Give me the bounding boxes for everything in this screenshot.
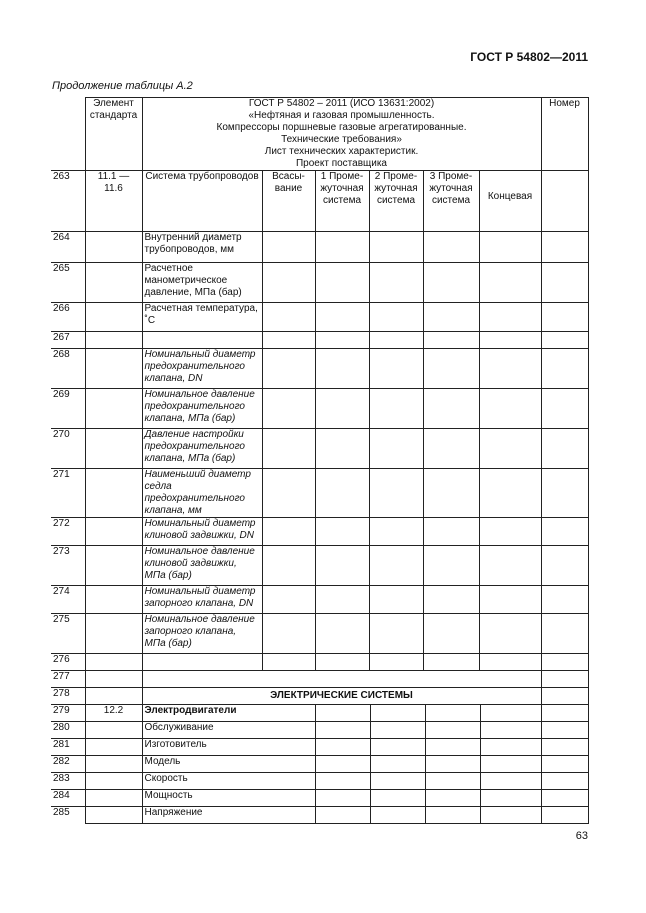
value-cell [481,773,539,789]
section-heading: ЭЛЕКТРИЧЕСКИЕ СИСТЕМЫ [142,688,541,705]
element-ref [85,790,142,807]
number-cell [541,332,588,349]
table-row [51,518,588,546]
row-number: 271 [51,469,85,518]
element-header: Элемент стандарта [85,98,142,171]
row-number: 280 [51,722,85,739]
value-cell-suction [262,546,315,586]
value-cell-stage-1 [315,614,369,654]
column-header-stage-3: 3 Проме-жуточная система [423,171,479,232]
value-cell [481,722,539,738]
row-number: 285 [51,807,85,824]
value-cell-final [479,614,541,654]
value-cell-stage-2 [369,518,423,546]
value-cell [481,739,539,755]
value-cell-stage-2 [369,349,423,389]
table-row [51,232,588,263]
row-number: 274 [51,586,85,614]
value-cell-stage-1 [315,546,369,586]
number-cell [541,349,588,389]
table-row [51,773,588,790]
value-cell [481,705,539,721]
row-number: 270 [51,429,85,469]
value-cell-stage-2 [369,332,423,349]
value-cell-suction [262,586,315,614]
value-cell-stage-1 [315,303,369,332]
table-row [51,671,588,688]
element-ref [85,389,142,429]
table-row [51,807,588,824]
parameter-label: Номинальное давление предохранительного клапана, МПа (бар) [142,389,262,429]
electrical-values [315,773,541,790]
table-row [51,303,588,332]
parameter-label: Расчетное манометрическое давление, МПа (бар) [142,263,262,303]
number-cell [541,756,588,773]
table-header-row [51,98,588,171]
row-number-blank [51,98,85,171]
parameter-label: Номинальный диаметр клиновой задвижки, DN [142,518,262,546]
number-cell [541,469,588,518]
value-cell-stage-1 [315,349,369,389]
electrical-values [315,705,541,722]
value-cell [371,773,426,789]
value-cell-stage-2 [369,546,423,586]
value-cell-final [479,518,541,546]
specification-table [51,97,589,824]
value-cell-stage-1 [315,332,369,349]
column-header-stage-2: 2 Проме-жуточная система [369,171,423,232]
value-cell-stage-3 [423,546,479,586]
value-cell-stage-1 [315,469,369,518]
element-ref: 11.1 — 11.6 [85,171,142,232]
value-cell-stage-3 [423,389,479,429]
title-line: Технические требования» [281,134,402,145]
row-number: 268 [51,349,85,389]
value-cell-final [479,263,541,303]
parameter-label: Номинальное давление запорного клапана, МПа (бар) [142,614,262,654]
value-cell-stage-2 [369,263,423,303]
row-number: 275 [51,614,85,654]
table-row [51,756,588,773]
value-cell-stage-2 [369,303,423,332]
value-cell-stage-3 [423,518,479,546]
number-cell [541,263,588,303]
number-cell [541,389,588,429]
value-cell-suction [262,518,315,546]
electrical-values [315,807,541,824]
number-cell [541,722,588,739]
table-row [51,171,588,232]
parameter-label: Модель [142,756,315,773]
value-cell-stage-2 [369,469,423,518]
value-cell-stage-3 [423,614,479,654]
element-ref [85,349,142,389]
element-ref [85,429,142,469]
parameter-label: Мощность [142,790,315,807]
value-cell-stage-2 [369,232,423,263]
row-number: 282 [51,756,85,773]
value-cell-stage-2 [369,586,423,614]
value-cell-final [479,349,541,389]
element-ref [85,688,142,705]
row-number: 272 [51,518,85,546]
parameter-label: Скорость [142,773,315,790]
row-number: 284 [51,790,85,807]
parameter-label: Расчетная температура, ˚С [142,303,262,332]
value-cell-final [479,546,541,586]
row-number: 263 [51,171,85,232]
table-row [51,349,588,389]
column-header-piping: Система трубопроводов [142,171,262,232]
value-cell-stage-3 [423,332,479,349]
value-cell-stage-1 [315,586,369,614]
number-cell [541,232,588,263]
parameter-label: Номинальный диаметр предохранительного клапана, DN [142,349,262,389]
value-cell-stage-1 [315,518,369,546]
element-ref [85,332,142,349]
table-row [51,586,588,614]
value-cell-final [479,332,541,349]
value-cell-suction [262,654,315,671]
number-cell [541,790,588,807]
value-cell [481,807,539,823]
value-cell [371,790,426,806]
column-header-stage-1: 1 Проме-жуточная система [315,171,369,232]
value-cell-stage-2 [369,614,423,654]
value-cell-stage-3 [423,232,479,263]
row-number: 266 [51,303,85,332]
element-ref: 12.2 [85,705,142,722]
element-ref [85,807,142,824]
number-cell [541,739,588,756]
parameter-label: Изготовитель [142,739,315,756]
row-number: 264 [51,232,85,263]
value-cell [371,807,426,823]
title-line: «Нефтяная и газовая промышленность. [248,110,435,121]
number-header: Номер [541,98,588,171]
value-cell-suction [262,232,315,263]
value-cell-stage-1 [315,389,369,429]
number-cell [541,546,588,586]
number-cell [541,807,588,824]
row-number: 267 [51,332,85,349]
group-heading: Электродвигатели [142,705,315,722]
value-cell [426,807,481,823]
row-number: 278 [51,688,85,705]
value-cell-suction [262,614,315,654]
value-cell [316,722,371,738]
value-cell-suction [262,429,315,469]
value-cell [316,773,371,789]
value-cell [316,807,371,823]
value-cell-stage-3 [423,429,479,469]
title-line: Компрессоры поршневые газовые агрегатированные. [216,122,467,133]
value-cell [481,790,539,806]
element-ref [85,671,142,688]
column-header-suction: Всасы-вание [262,171,315,232]
table-row [51,263,588,303]
value-cell-stage-3 [423,654,479,671]
value-cell [426,790,481,806]
table-row [51,790,588,807]
value-cell-suction [262,349,315,389]
number-cell [541,586,588,614]
number-cell [541,671,588,688]
value-cell-stage-3 [423,303,479,332]
value-cell-final [479,389,541,429]
number-cell [541,303,588,332]
value-cell-stage-3 [423,586,479,614]
element-ref [85,722,142,739]
electrical-values [315,722,541,739]
value-cell-final [479,303,541,332]
value-cell-suction [262,263,315,303]
number-cell [541,518,588,546]
value-cell [316,790,371,806]
column-header-final: Концевая [479,171,541,232]
value-cell-stage-1 [315,263,369,303]
number-cell [541,171,588,232]
document-title-header [142,98,541,171]
value-cell-suction [262,469,315,518]
table-continuation-caption: Продолжение таблицы А.2 [52,80,193,92]
parameter-label: Давление настройки предохранительного клапана, МПа (бар) [142,429,262,469]
value-cell [316,756,371,772]
value-cell-stage-1 [315,429,369,469]
value-cell [481,756,539,772]
value-cell-stage-2 [369,429,423,469]
value-cell-stage-3 [423,469,479,518]
element-ref [85,546,142,586]
number-cell [541,614,588,654]
value-cell [371,722,426,738]
blank-wide-cell [142,671,541,688]
element-ref [85,654,142,671]
row-number: 265 [51,263,85,303]
value-cell [371,756,426,772]
number-cell [541,429,588,469]
value-cell [371,705,426,721]
value-cell-stage-2 [369,654,423,671]
value-cell [426,739,481,755]
value-cell-suction [262,389,315,429]
row-number: 279 [51,705,85,722]
value-cell [426,773,481,789]
parameter-label: Номинальный диаметр запорного клапана, DN [142,586,262,614]
value-cell-suction [262,332,315,349]
value-cell-stage-3 [423,263,479,303]
element-ref [85,614,142,654]
table-row [51,654,588,671]
standard-header: ГОСТ Р 54802—2011 [470,50,588,64]
row-number: 281 [51,739,85,756]
table-row [51,688,588,705]
value-cell [316,705,371,721]
element-ref [85,469,142,518]
title-line: Лист технических характеристик. [264,146,419,157]
parameter-label: Обслуживание [142,722,315,739]
electrical-values [315,739,541,756]
electrical-values [315,790,541,807]
row-number: 269 [51,389,85,429]
row-number: 276 [51,654,85,671]
element-ref [85,756,142,773]
value-cell-final [479,469,541,518]
title-line: Проект поставщика [295,158,387,169]
value-cell-stage-2 [369,389,423,429]
value-cell [426,722,481,738]
row-number: 283 [51,773,85,790]
value-cell-stage-1 [315,654,369,671]
number-cell [541,654,588,671]
value-cell-final [479,586,541,614]
value-cell [371,739,426,755]
element-ref [85,586,142,614]
table-row [51,389,588,429]
parameter-label [142,654,262,671]
element-ref [85,739,142,756]
element-ref [85,263,142,303]
value-cell-stage-1 [315,232,369,263]
number-cell [541,688,588,705]
value-cell-final [479,654,541,671]
value-cell-stage-3 [423,349,479,389]
row-number: 273 [51,546,85,586]
table-row [51,332,588,349]
element-ref [85,773,142,790]
parameter-label: Наименьший диаметр седла предохранительного клапана, мм [142,469,262,518]
table-row [51,739,588,756]
row-number: 277 [51,671,85,688]
value-cell [316,739,371,755]
table-row [51,614,588,654]
value-cell-final [479,429,541,469]
value-cell [426,705,481,721]
number-cell [541,705,588,722]
parameter-label: Внутренний диаметр трубопроводов, мм [142,232,262,263]
value-cell-suction [262,303,315,332]
page-number: 63 [575,830,588,842]
number-cell [541,773,588,790]
table-row [51,469,588,518]
table-row [51,546,588,586]
value-cell [426,756,481,772]
value-cell-final [479,232,541,263]
parameter-label: Номинальное давление клиновой задвижки, МПа (бар) [142,546,262,586]
title-line: ГОСТ Р 54802 – 2011 (ИСО 13631:2002) [248,98,435,109]
element-ref [85,518,142,546]
table-row [51,705,588,722]
table-row [51,429,588,469]
element-ref [85,303,142,332]
parameter-label: Напряжение [142,807,315,824]
table-row [51,722,588,739]
parameter-label [142,332,262,349]
electrical-values [315,756,541,773]
element-ref [85,232,142,263]
